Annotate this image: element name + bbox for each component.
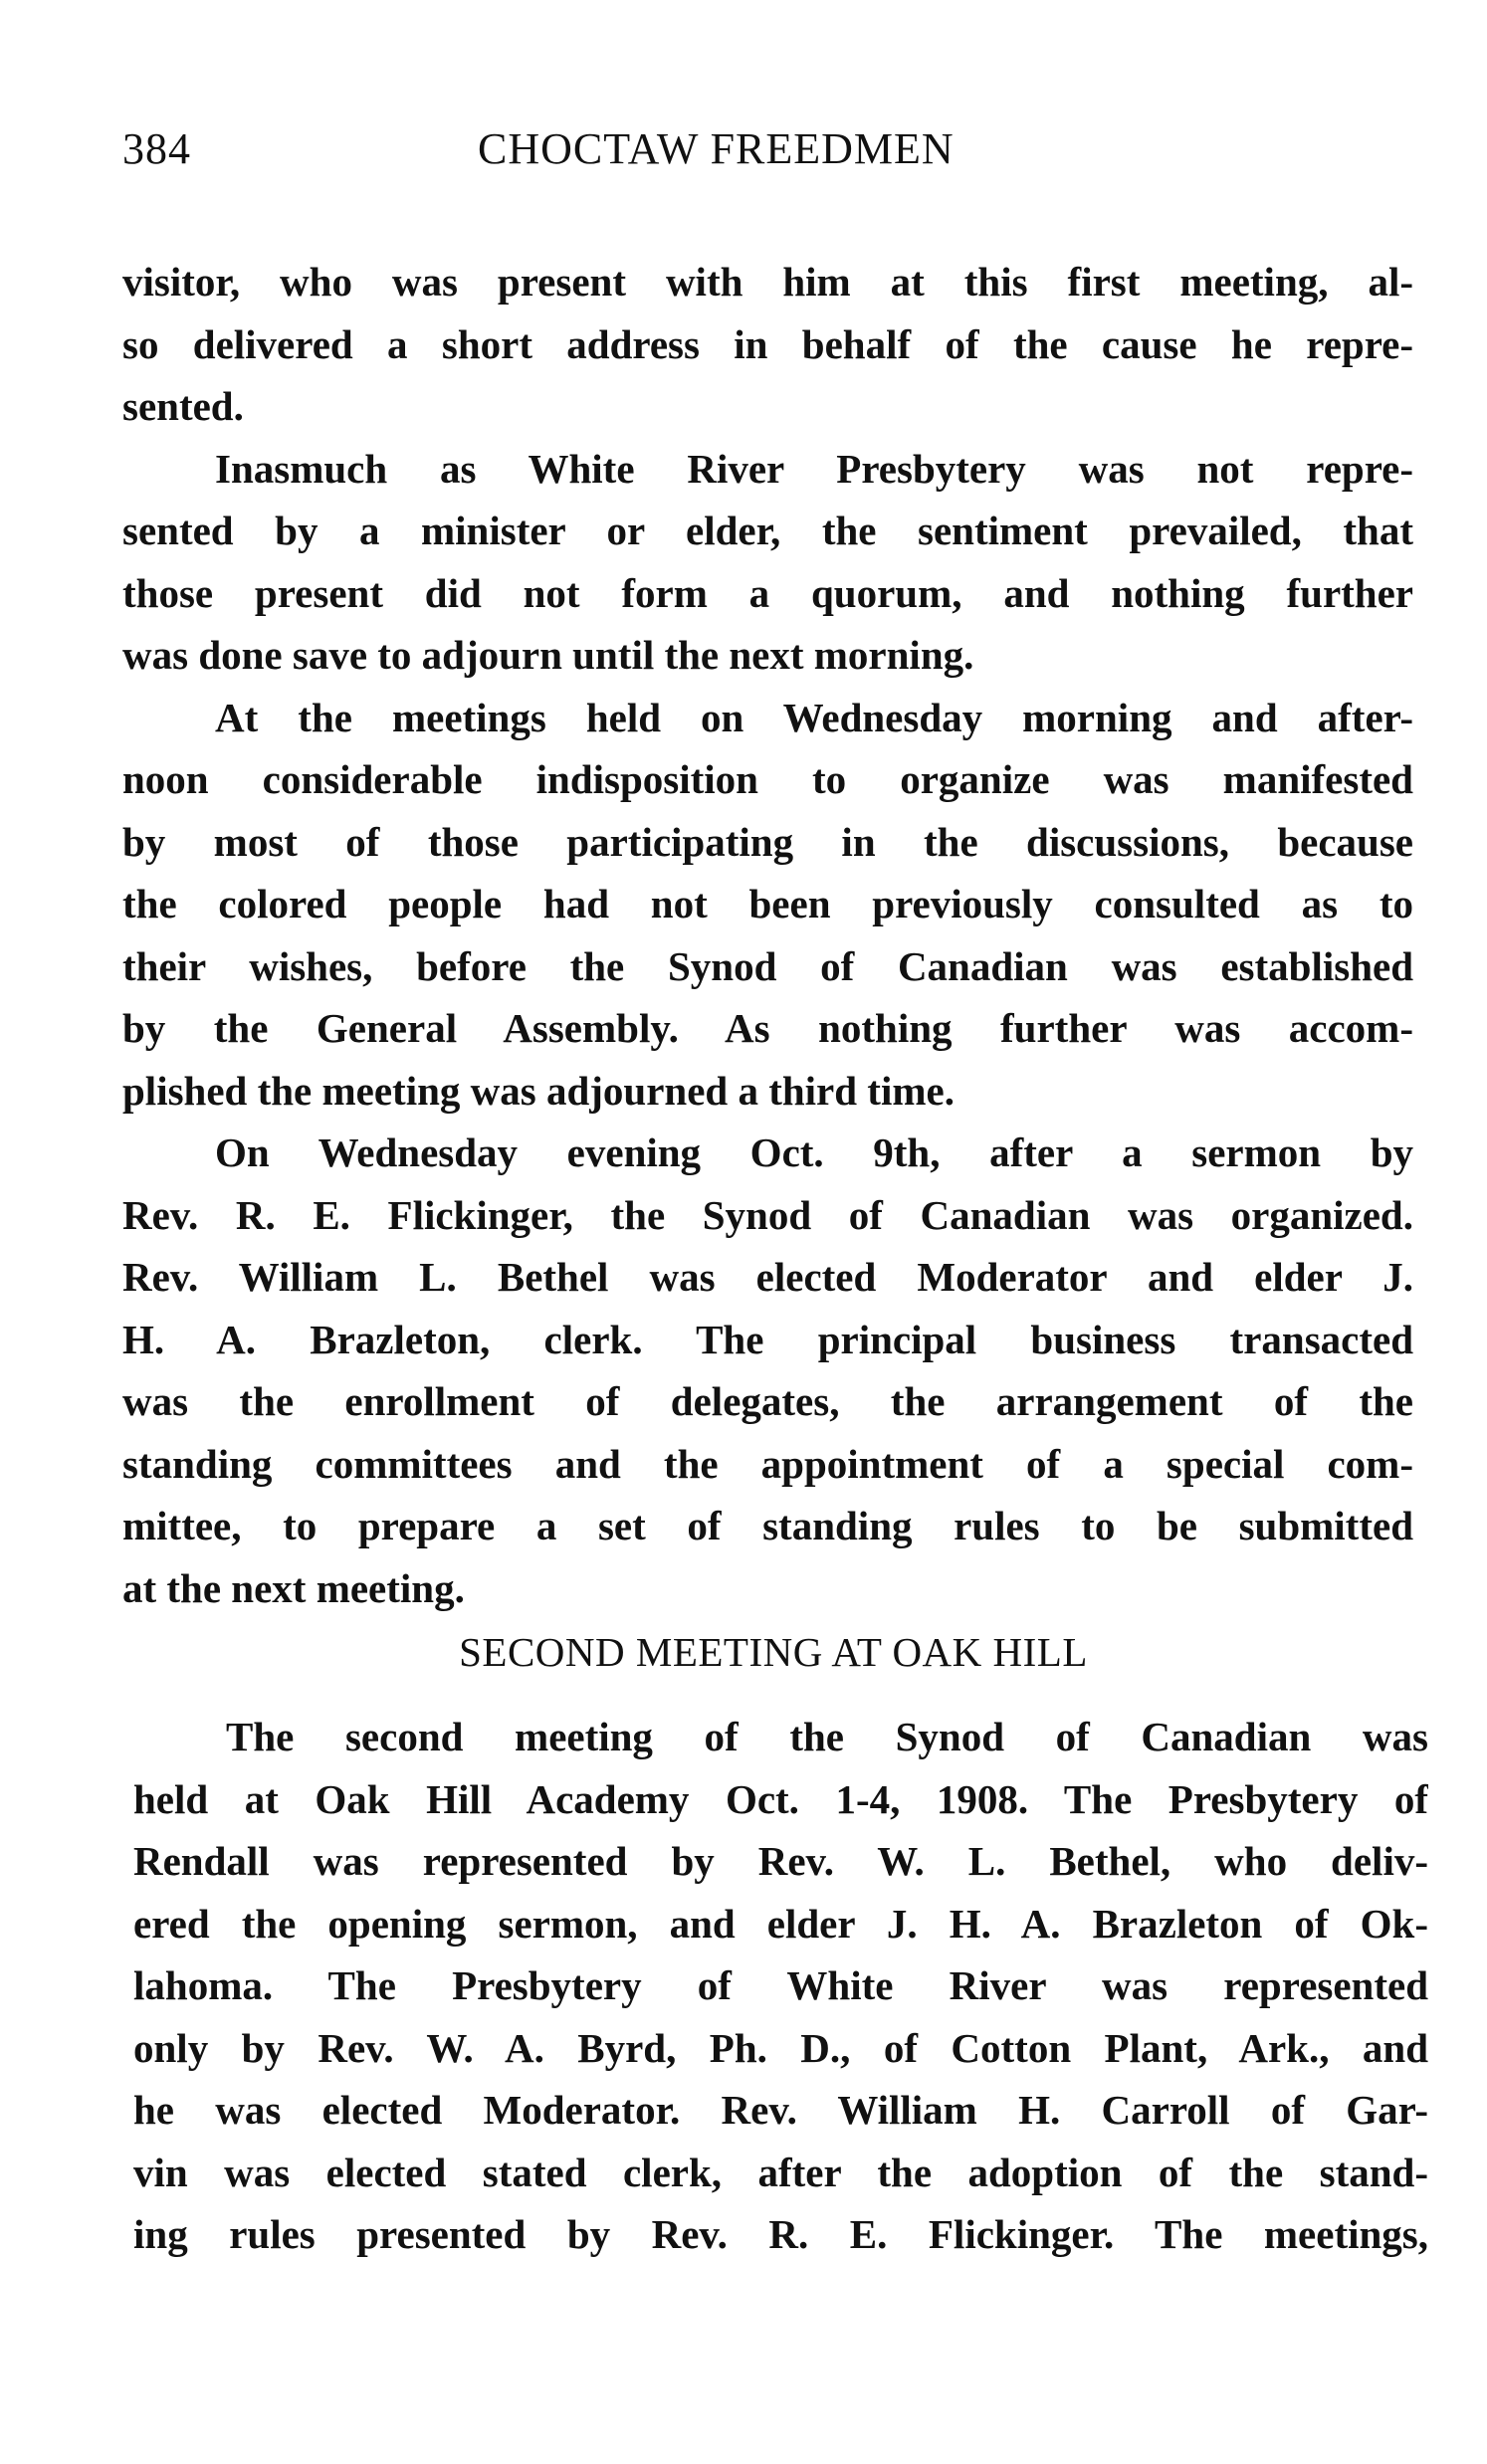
text-line: by most of those participating in the discussions, because — [122, 818, 1413, 865]
text-line: by the General Assembly. As nothing further was accom- — [122, 1005, 1413, 1051]
text-line: Rev. R. E. Flickinger, the Synod of Canadian was organized. — [122, 1191, 1413, 1238]
paragraph — [122, 1122, 1413, 1619]
text-line: the colored people had not been previously consulted as to — [122, 881, 1413, 926]
text-line: visitor, who was present with him at this first meeting, al- — [122, 259, 1413, 305]
text-line: noon considerable indisposition to organize was manifested — [122, 756, 1413, 802]
text-line: ing rules presented by Rev. R. E. Flickinger. The meetings, — [133, 2211, 1428, 2257]
paragraph — [122, 687, 1413, 1123]
text-line: Rev. William L. Bethel was elected Moderator and elder J. — [122, 1254, 1413, 1300]
section-1-body — [122, 251, 1413, 1619]
text-line: only by Rev. W. A. Byrd, Ph. D., of Cotton Plant, Ark., and — [133, 2024, 1428, 2071]
text-line: was done save to adjourn until the next morning. — [122, 632, 974, 678]
page-number: 384 — [122, 124, 191, 173]
text-line: so delivered a short address in behalf of the cause he repre- — [122, 320, 1413, 367]
text-line: ered the opening sermon, and elder J. H. A. Brazleton of Ok- — [133, 1900, 1428, 1947]
text-line: Inasmuch as White River Presbytery was not repre- — [215, 445, 1413, 492]
text-line: lahoma. The Presbytery of White River was represented — [133, 1962, 1428, 2008]
text-line: The second meeting of the Synod of Canadian was — [226, 1714, 1428, 1759]
text-line: Rendall was represented by Rev. W. L. Bethel, who deliv- — [133, 1838, 1428, 1884]
text-line: sented. — [122, 383, 244, 429]
section-heading: SECOND MEETING AT OAK HILL — [459, 1629, 1088, 1675]
paragraph — [122, 438, 1413, 687]
text-line: their wishes, before the Synod of Canadian was established — [122, 942, 1413, 989]
text-line: On Wednesday evening Oct. 9th, after a sermon by — [215, 1129, 1413, 1175]
text-line: mittee, to prepare a set of standing rules to be submitted — [122, 1503, 1413, 1548]
text-line: at the next meeting. — [122, 1564, 465, 1611]
text-line: standing committees and the appointment of a special com- — [122, 1440, 1413, 1487]
text-line: was the enrollment of delegates, the arrangement of the — [122, 1378, 1413, 1424]
text-line: held at Oak Hill Academy Oct. 1-4, 1908. The Presbytery of — [133, 1775, 1428, 1822]
text-line: vin was elected stated clerk, after the adoption of the stand- — [133, 2149, 1428, 2195]
text-line: he was elected Moderator. Rev. William H. Carroll of Gar- — [133, 2087, 1428, 2133]
paragraph — [122, 251, 1413, 438]
text-line: At the meetings held on Wednesday morning and after- — [215, 694, 1413, 740]
text-line: sented by a minister or elder, the sentiment prevailed, that — [122, 508, 1413, 553]
section-2-body — [133, 1706, 1428, 2266]
paragraph — [133, 1706, 1428, 2266]
text-line: those present did not form a quorum, and nothing further — [122, 569, 1413, 616]
text-line: plished the meeting was adjourned a third time. — [122, 1067, 955, 1114]
text-line: H. A. Brazleton, clerk. The principal business transacted — [122, 1316, 1413, 1362]
running-title: CHOCTAW FREEDMEN — [478, 124, 955, 173]
